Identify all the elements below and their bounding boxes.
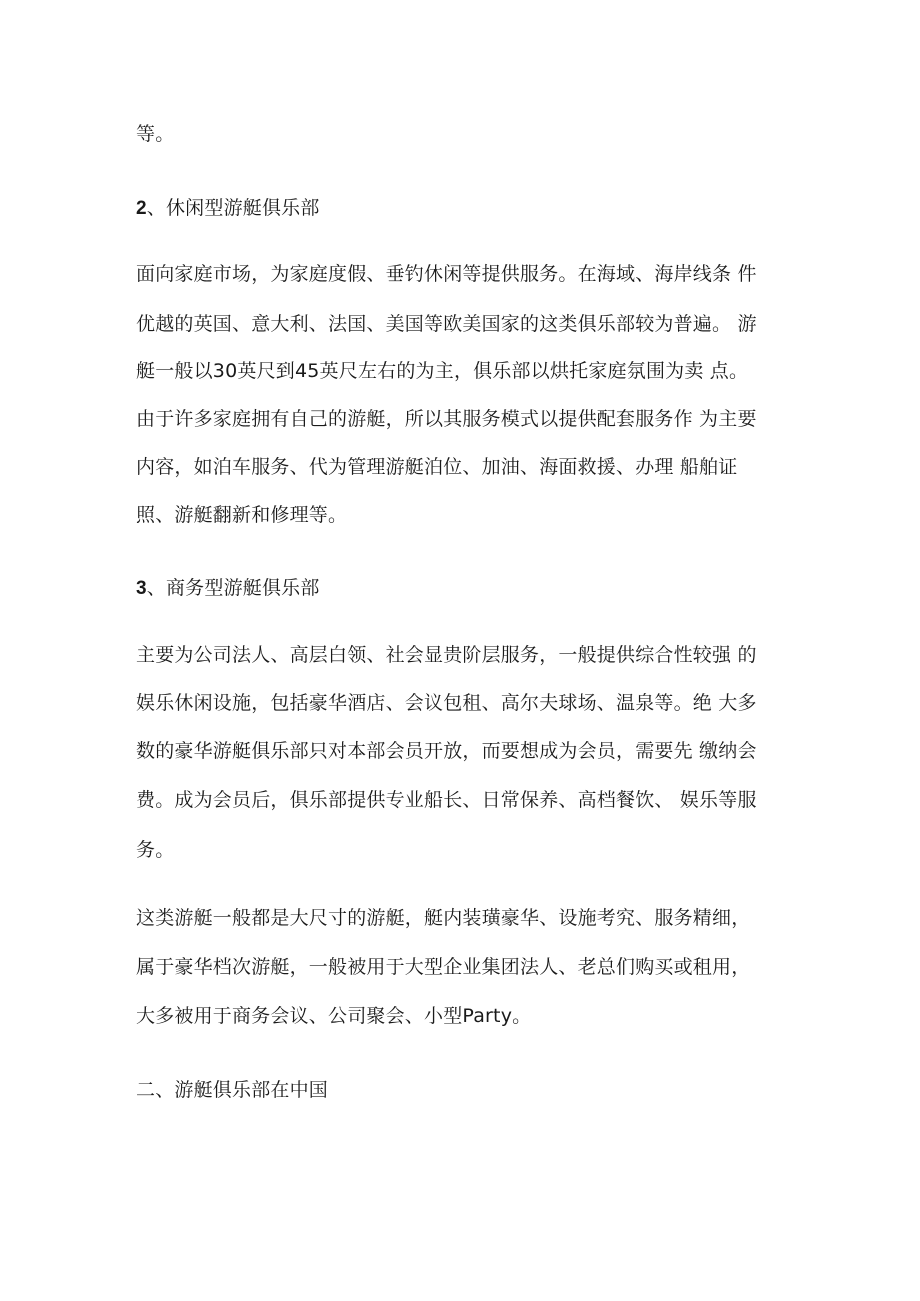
section-3-p2-line: 属于豪华档次游艇，一般被用于大型企业集团法人、老总们购买或租用， xyxy=(136,956,751,978)
section-3-p1-line: 主要为公司法人、高层白领、社会显贵阶层服务，一般提供综合性较强 的 xyxy=(136,644,757,666)
section-3-p2-line: 这类游艇一般都是大尺寸的游艇，艇内装璜豪华、设施考究、服务精细， xyxy=(136,907,751,929)
section-3-p1-line: 费。成为会员后，俱乐部提供专业船长、日常保养、高档餐饮、 娱乐等服 xyxy=(136,789,757,811)
section-3-p1-line: 娱乐休闲设施，包括豪华酒店、会议包租、高尔夫球场、温泉等。绝 大多 xyxy=(136,692,757,714)
section-2-number: 2 xyxy=(136,198,147,219)
section-3-p1-line: 务。 xyxy=(136,839,175,861)
section-2-line: 照、游艇翻新和修理等。 xyxy=(136,504,348,526)
section-2-heading xyxy=(136,196,320,221)
section-3-number: 3 xyxy=(136,578,147,599)
section-2-line: 优越的英国、意大利、法国、美国等欧美国家的这类俱乐部较为普遍。 游 xyxy=(136,313,757,335)
section-2-title: 、休闲型游艇俱乐部 xyxy=(146,197,320,219)
section-2-line: 艇一般以30英尺到45英尺左右的为主，俱乐部以烘托家庭氛围为卖 点。 xyxy=(136,360,749,382)
section-two-heading: 二、游艇俱乐部在中国 xyxy=(136,1079,329,1101)
section-3-title: 、商务型游艇俱乐部 xyxy=(146,577,320,599)
section-3-p2-line: 大多被用于商务会议、公司聚会、小型Party。 xyxy=(136,1005,532,1027)
section-3-heading xyxy=(136,576,320,601)
section-2-line: 由于许多家庭拥有自己的游艇，所以其服务模式以提供配套服务作 为主要 xyxy=(136,408,757,430)
intro-tail-text: 等。 xyxy=(136,123,175,145)
section-2-line: 面向家庭市场，为家庭度假、垂钓休闲等提供服务。在海域、海岸线条 件 xyxy=(136,263,757,285)
section-2-line: 内容，如泊车服务、代为管理游艇泊位、加油、海面救援、办理 船舶证 xyxy=(136,456,738,478)
section-3-p1-line: 数的豪华游艇俱乐部只对本部会员开放，而要想成为会员，需要先 缴纳会 xyxy=(136,740,757,762)
